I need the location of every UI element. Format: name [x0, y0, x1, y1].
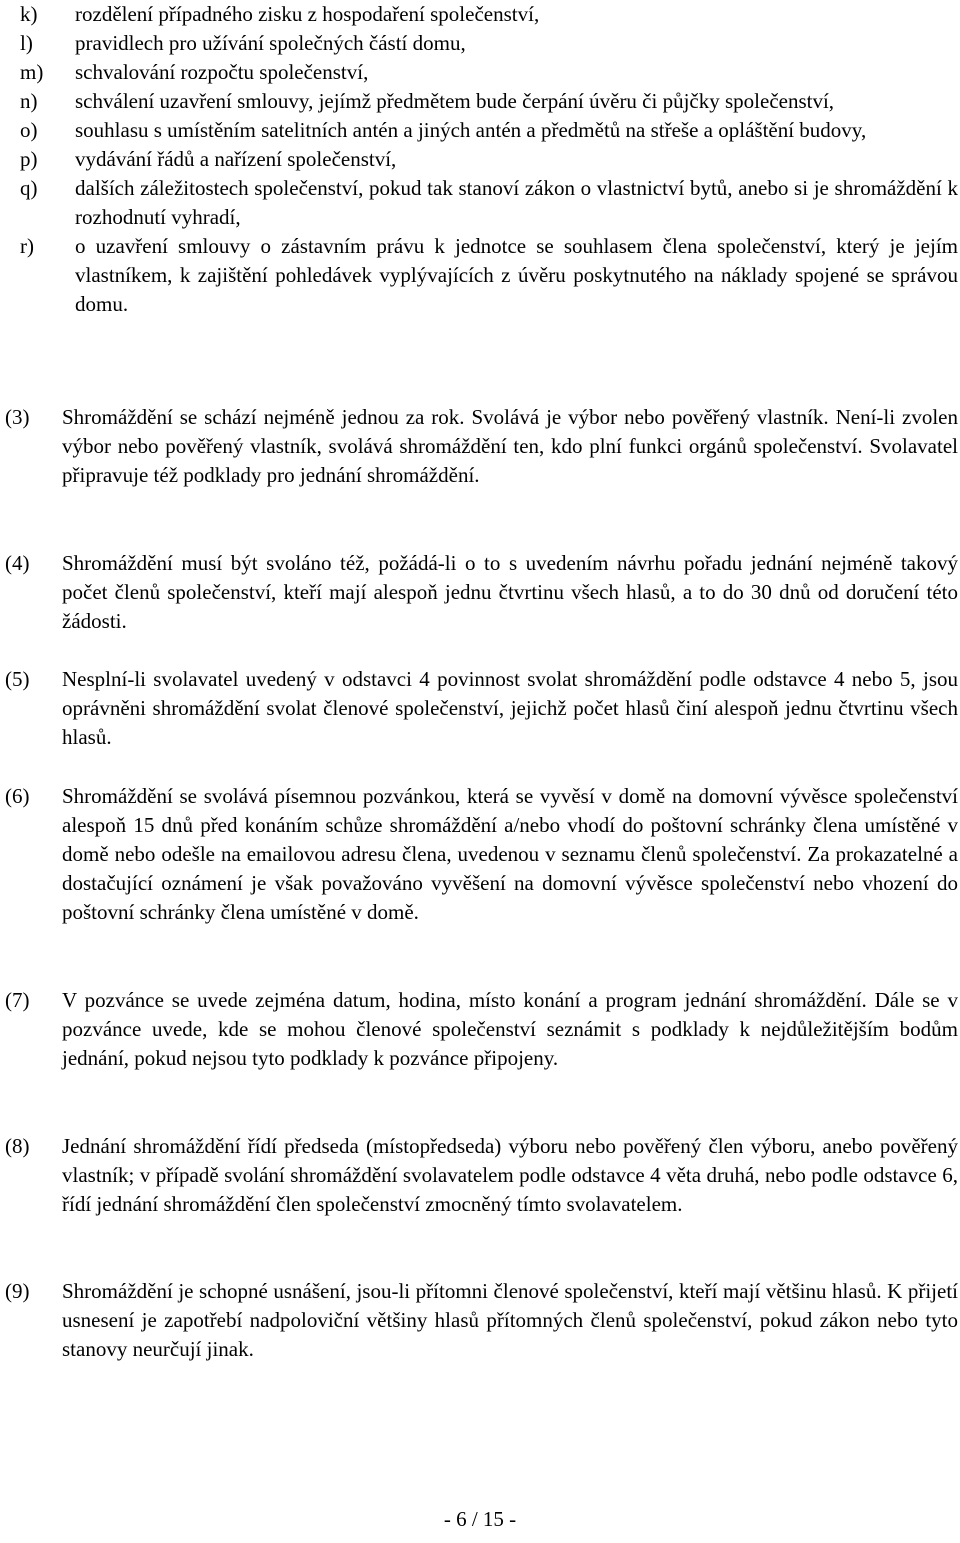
list-item-letter: r)	[20, 234, 34, 258]
paragraph-7	[5, 986, 958, 1073]
paragraph-text: Shromáždění se schází nejméně jednou za rok. Svolává je výbor nebo pověřený vlastník. Není-li zvolen výbor nebo pověřený vlastník, svolává shromáždění ten, kdo plní funkci orgánů společenství. Svolavatel připravuje též podklady pro jednání shromáždění.	[62, 405, 958, 487]
paragraph-8	[5, 1132, 958, 1219]
list-item-text: souhlasu s umístěním satelitních antén a jiných antén a předmětů na střeše a opláštění budovy,	[75, 118, 867, 142]
paragraph-text: V pozvánce se uvede zejména datum, hodina, místo konání a program jednání shromáždění. Dále se v pozvánce uvede, kde se mohou členové společenství seznámit s podklady k nejdůležitějším bodům jednání, pokud nejsou tyto podklady k pozvánce připojeny.	[62, 988, 958, 1070]
list-item-letter: k)	[20, 2, 38, 26]
paragraph-4	[5, 549, 958, 636]
list-item	[20, 58, 958, 87]
list-item-letter: q)	[20, 176, 38, 200]
paragraph-number: (5)	[5, 667, 30, 691]
list-item	[20, 0, 958, 29]
paragraph-text: Nesplní-li svolavatel uvedený v odstavci 4 povinnost svolat shromáždění podle odstavce 4 nebo 5, jsou oprávněni shromáždění svolat členové společenství, jejichž počet hlasů činí alespoň jednu čtvrtinu všech hlasů.	[62, 667, 958, 749]
page-number: - 6 / 15 -	[443, 1507, 517, 1531]
list-item-letter: o)	[20, 118, 38, 142]
list-item	[20, 174, 958, 232]
list-item-text: rozdělení případného zisku z hospodaření společenství,	[75, 2, 540, 26]
list-item-text: schválení uzavření smlouvy, jejímž předmětem bude čerpání úvěru či půjčky společenství,	[75, 89, 835, 113]
list-item	[20, 87, 958, 116]
paragraph-number: (3)	[5, 405, 30, 429]
paragraph-text: Jednání shromáždění řídí předseda (místopředseda) výboru nebo pověřený člen výboru, anebo pověřený vlastník; v případě svolání shromáždění svolavatelem podle odstavce 4 věta druhá, nebo podle odstavce 6, řídí jednání shromáždění člen společenství zmocněný tímto svolavatelem.	[62, 1134, 958, 1216]
list-item-text: o uzavření smlouvy o zástavním právu k jednotce se souhlasem člena společenství, který je jejím vlastníkem, k zajištění pohledávek vyplývajících z úvěru poskytnutého na náklady spojené se správou domu.	[75, 234, 958, 316]
list-item	[20, 232, 958, 319]
paragraph-6	[5, 782, 958, 927]
list-item-letter: p)	[20, 147, 38, 171]
list-item	[20, 116, 958, 145]
paragraph-text: Shromáždění je schopné usnášení, jsou-li přítomni členové společenství, kteří mají většinu hlasů. K přijetí usnesení je zapotřebí nadpoloviční většiny hlasů přítomných členů společenství, pokud zákon nebo tyto stanovy neurčují jinak.	[62, 1279, 958, 1361]
paragraph-text: Shromáždění se svolává písemnou pozvánkou, která se vyvěsí v domě na domovní vývěsce společenství alespoň 15 dnů před konáním schůze shromáždění a/nebo vhodí do poštovní schránky člena umístěné v domě nebo odešle na emailovou adresu člena, uvedenou v seznamu členů společenství. Za prokazatelné a dostačující oznámení je však považováno vyvěšení na domovní vývěsce společenství nebo vhození do poštovní schránky člena umístěné v domě.	[62, 784, 958, 924]
list-item-text: dalších záležitostech společenství, pokud tak stanoví zákon o vlastnictví bytů, anebo si je shromáždění k rozhodnutí vyhradí,	[75, 176, 958, 229]
paragraph-5	[5, 665, 958, 752]
paragraph-3	[5, 403, 958, 490]
list-item-text: pravidlech pro užívání společných částí domu,	[75, 31, 466, 55]
paragraph-number: (9)	[5, 1279, 30, 1303]
list-item	[20, 145, 958, 174]
paragraph-number: (6)	[5, 784, 30, 808]
list-item	[20, 29, 958, 58]
paragraph-number: (4)	[5, 551, 30, 575]
paragraph-text: Shromáždění musí být svoláno též, požádá-li o to s uvedením návrhu pořadu jednání nejméně takový počet členů společenství, kteří mají alespoň jednu čtvrtinu všech hlasů, a to do 30 dnů od doručení této žádosti.	[62, 551, 958, 633]
paragraph-number: (7)	[5, 988, 30, 1012]
list-item-letter: n)	[20, 89, 38, 113]
paragraph-9	[5, 1277, 958, 1364]
paragraph-number: (8)	[5, 1134, 30, 1158]
letter-list	[20, 0, 958, 319]
list-item-letter: l)	[20, 31, 33, 55]
list-item-text: schvalování rozpočtu společenství,	[75, 60, 369, 84]
list-item-text: vydávání řádů a nařízení společenství,	[75, 147, 397, 171]
list-item-letter: m)	[20, 60, 44, 84]
